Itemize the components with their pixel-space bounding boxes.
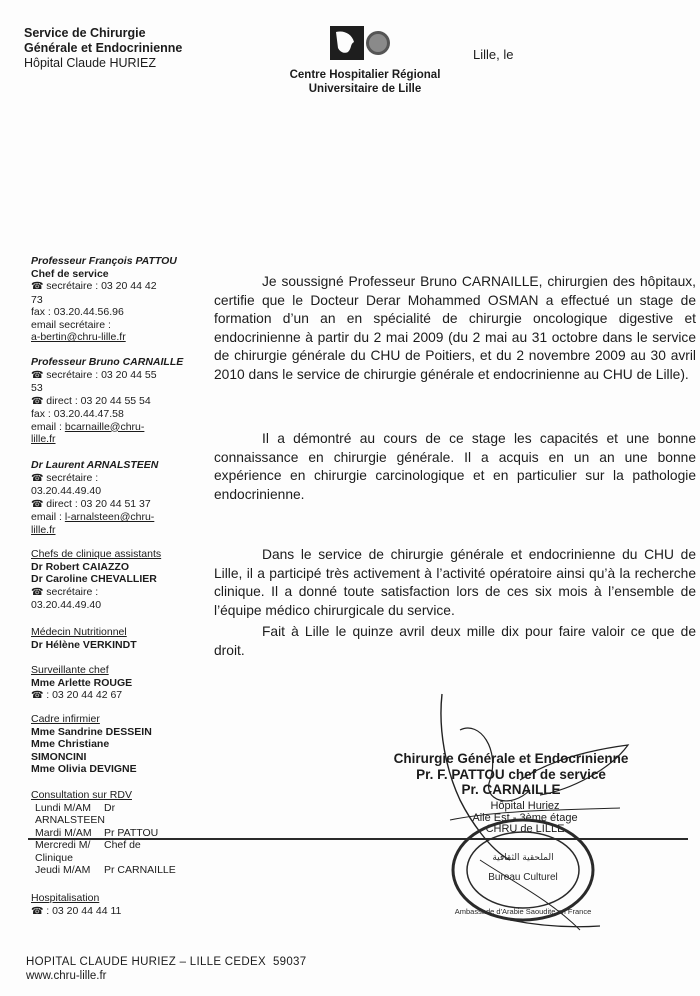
letter-paragraph-4 — [214, 623, 696, 660]
fax-line: fax : 03.20.44.56.96 — [31, 306, 124, 318]
stamp-line: Aile Est - 3ème étage — [472, 811, 578, 824]
dept-name-line2: Générale et Endocrinienne — [24, 41, 183, 55]
paragraph-text: Il a démontré au cours de ce stage les capacités et une bonne connaissance en chirurgie générale. Il a acquis en un an une bonne expérience en chirurgie carcinologique et en particulier sur la pathologie endocrinienne. — [214, 431, 696, 502]
email-link[interactable]: bcarnaille@chru- — [64, 420, 145, 433]
dept-name-line1: Service de Chirurgie — [24, 26, 146, 40]
phone-line-cont: 03.20.44.49.40 — [31, 599, 102, 611]
section-title: Médecin Nutritionnel — [31, 626, 127, 638]
phone-line-cont: 03.20.44.49.40 — [31, 485, 102, 497]
phone-line: ☎ : 03 20 44 44 11 — [31, 905, 191, 919]
paragraph-text: Fait à Lille le quinze avril deux mille dix pour faire valoir ce que de droit. — [214, 624, 696, 658]
schedule-doctor: Dr — [104, 801, 116, 814]
section-title: Consultation sur RDV — [31, 789, 132, 801]
email-link[interactable]: l-arnalsteen@chru- — [64, 511, 155, 523]
letter-paragraph-3 — [214, 546, 696, 620]
contact-name-cont: SIMONCINI — [31, 750, 87, 763]
email-label: email : — [31, 420, 62, 433]
contact-name: Dr Caroline CHEVALLIER — [31, 573, 157, 585]
schedule-doctor-cont: ARNALSTEEN — [35, 814, 106, 826]
schedule-day: Lundi M/AM — [35, 801, 92, 814]
email-label: email secrétaire : — [31, 318, 111, 331]
schedule-doctor: Pr CARNAILLE — [104, 864, 176, 876]
place-date: Lille, le — [473, 47, 514, 62]
phone-line: ☎ secrétaire : — [31, 586, 191, 600]
footer-postcode: 59037 — [272, 956, 307, 968]
hospital-name: Hôpital Claude HURIEZ — [24, 56, 156, 70]
fax-line: fax : 03.20.44.47.58 — [31, 408, 124, 420]
org-line1: Centre Hospitalier Régional — [289, 69, 441, 81]
footer-address: HOPITAL CLAUDE HURIEZ – LILLE CEDEX — [26, 956, 266, 968]
contact-arnalsteen — [31, 459, 191, 536]
signature-name: Pr. CARNAILLE — [461, 782, 561, 797]
contact-name: Dr Hélène VERKINDT — [31, 638, 137, 651]
letter-paragraph-2 — [214, 430, 696, 504]
direct-line: ☎ direct : 03 20 44 51 37 — [31, 498, 191, 512]
email-link-cont[interactable]: lille.fr — [31, 433, 56, 445]
section-title: Chefs de clinique assistants — [31, 548, 162, 560]
contact-carnaille — [31, 356, 191, 446]
contact-surveillante — [31, 664, 191, 703]
schedule-day: Mercredi M/ — [35, 839, 91, 851]
letter-paragraph-1 — [214, 273, 696, 385]
phone-line: ☎ secrétaire : 03 20 44 55 — [31, 369, 191, 383]
section-title: Cadre infirmier — [31, 713, 100, 725]
seal-ring-text: Ambassade d'Arabie Saoudite en France — [454, 907, 592, 916]
stamp-line: CHRU de LILLE — [485, 823, 565, 835]
contact-name: Professeur François PATTOU — [31, 255, 177, 267]
phone-line: ☎ secrétaire : — [31, 472, 191, 486]
stamp-line: Hôpital Huriez — [490, 800, 560, 812]
footer — [26, 955, 306, 983]
contact-pattou — [31, 255, 191, 344]
schedule-doctor: Pr PATTOU — [104, 826, 159, 839]
email-link[interactable]: a-bertin@chru-lille.fr — [31, 331, 126, 343]
seal-arabic: الملحقية الثقافية — [492, 853, 554, 863]
embassy-seal-icon — [448, 812, 598, 922]
contact-name: Mme Christiane — [31, 738, 110, 750]
schedule-day: Mardi M/AM — [35, 826, 92, 839]
contact-role: Chef de service — [31, 267, 109, 280]
contact-name: Mme Arlette ROUGE — [31, 676, 133, 689]
seal-text: Bureau Culturel — [488, 872, 558, 883]
contact-cadre — [31, 713, 191, 776]
signature-dept: Chirurgie Générale et Endocrinienne — [393, 751, 629, 766]
contact-name: Dr Robert CAIAZZO — [31, 560, 129, 573]
paragraph-text: Je soussigné Professeur Bruno CARNAILLE, chirurgien des hôpitaux, certifie que le Docteur Derar Mohammed OSMAN a effectué un stage de formation d’un an en spécialité de chirurgie oncologique digestive et endocrinienne à partir du 2 mai 2009 (du 2 mai au 31 octobre dans le service de chirurgie générale du CHU de Poitiers, et du 2 novembre 2009 au 30 avril 2010 dans le service de chirurgie générale et endocrinienne au CHU de Lille). — [214, 274, 696, 382]
footer-website[interactable]: www.chru-lille.fr — [26, 970, 107, 982]
org-line2: Universitaire de Lille — [308, 83, 422, 95]
schedule-day: Jeudi M/AM — [35, 864, 91, 876]
contact-nutrition — [31, 626, 191, 651]
email-label: email : — [31, 511, 62, 523]
schedule-doctor: Chef de — [104, 839, 141, 851]
contact-name: Mme Sandrine DESSEIN — [31, 725, 152, 738]
direct-line: ☎ direct : 03 20 44 55 54 — [31, 395, 191, 409]
signature-chief: Pr. F. PATTOU chef de service — [416, 766, 606, 782]
consultation-schedule — [31, 789, 206, 877]
schedule-doctor-cont: Clinique — [35, 851, 73, 864]
department-header — [24, 26, 182, 71]
contact-name: Professeur Bruno CARNAILLE — [31, 356, 184, 368]
phone-line-cont: 53 — [31, 382, 43, 394]
chru-lille-logo-icon — [330, 26, 392, 60]
contact-chefs-clinique — [31, 548, 191, 612]
contact-hospitalisation — [31, 892, 191, 918]
phone-line-cont: 73 — [31, 293, 43, 306]
email-link-cont[interactable]: lille.fr — [31, 523, 56, 536]
section-title: Hospitalisation — [31, 892, 100, 904]
organization-name — [262, 68, 468, 96]
phone-line: ☎ secrétaire : 03 20 44 42 — [31, 280, 191, 294]
paragraph-text: Dans le service de chirurgie générale et endocrinienne du CHU de Lille, il a participé très activement à l’activité opératoire ainsi qu’à la recherche clinique. Il a donné toute satisfaction lors de ces six mois à l’ensemble de l’équipe médico chirurgicale du service. — [214, 547, 696, 618]
section-title: Surveillante chef — [31, 664, 109, 676]
contact-name: Dr Laurent ARNALSTEEN — [31, 459, 159, 471]
phone-line: ☎ : 03 20 44 42 67 — [31, 689, 191, 703]
contact-name: Mme Olivia DEVIGNE — [31, 763, 137, 775]
